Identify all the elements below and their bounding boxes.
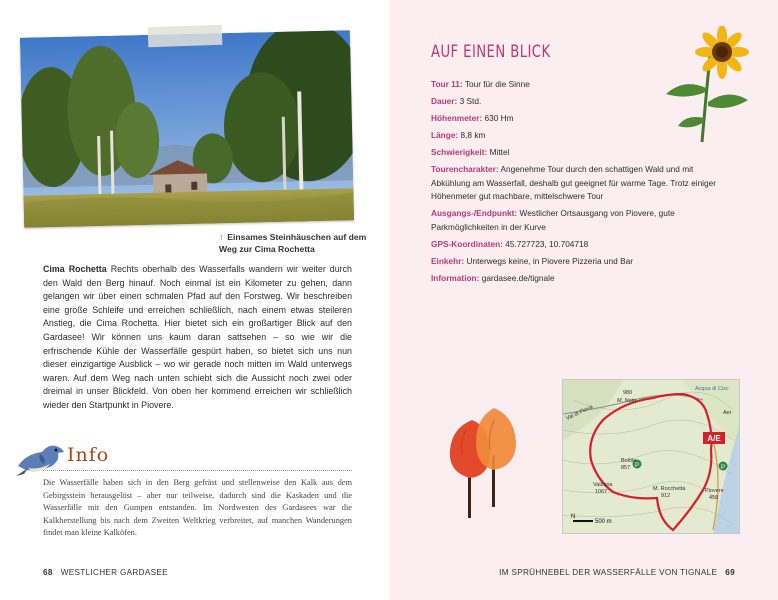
map-label: 458 (709, 495, 719, 501)
map-label: Bolöle (621, 458, 637, 464)
photo-tape (148, 25, 223, 48)
fact-length: Länge: 8,8 km (431, 130, 486, 140)
stone-house-photo (20, 30, 354, 227)
map-label: 912 (661, 493, 671, 499)
fact-tour: Tour 11: Tour für die Sinne (431, 79, 530, 89)
info-divider (43, 470, 352, 471)
map-label: M. Nota (617, 398, 637, 404)
section-title: WESTLICHER GARDASEE (60, 568, 168, 577)
map-label: Aer (723, 410, 732, 416)
fact-gps: GPS-Koordinaten: 45.727723, 10.704718 (431, 238, 589, 249)
body-paragraph (43, 263, 352, 413)
page-heading: AUF EINEN BLICK (431, 42, 551, 62)
map-label: Valzana (593, 482, 613, 488)
map-label: Acqua di Cisc (695, 386, 729, 392)
up-arrow-icon: ↑ (219, 232, 224, 242)
chapter-title: IM SPRÜHNEBEL DER WASSERFÄLLE VON TIGNALE (499, 568, 718, 577)
fact-character: Tourencharakter: Angenehme Tour durch den schattigen Wald und mit Abkühlung am Wasserfall, deshalb gut geeignet für warme Tage. Trotz einiger Höhenmeter gut machbare, mittelschwere Tour (431, 164, 717, 201)
facts-list (431, 78, 731, 289)
fact-refreshment: Einkehr: Unterwegs keine, in Piovere Pizzeria und Bar (431, 255, 633, 266)
start-end-badge: A/E (707, 434, 721, 443)
map-label: 1067 (595, 489, 608, 495)
footer-left (43, 568, 168, 577)
map-label: 857 (621, 465, 631, 471)
footer-right (499, 568, 735, 577)
bird-icon (14, 436, 66, 480)
fact-elevation: Höhenmeter: 630 Hm (431, 113, 514, 123)
info-title: Info (67, 444, 110, 466)
map-label: 980 (623, 390, 633, 396)
parking-marker: P (634, 463, 640, 469)
map-label: Val di Piova (565, 404, 594, 422)
north-arrow-icon: N (571, 514, 576, 520)
fact-information: Information: gardasee.de/tignale (431, 272, 555, 283)
fact-start-end: Ausgangs-/Endpunkt: Westlicher Ortsausgang von Piovere, gute Parkmöglichkeiten in der Kurve (431, 208, 675, 232)
parking-marker: P (720, 465, 726, 471)
fact-duration: Dauer: 3 Std. (431, 96, 482, 106)
page-number-left: 68 (43, 568, 53, 577)
route-map (562, 379, 740, 534)
info-text: Die Wasserfälle haben sich in den Berg gefräst und stellenweise den Kalk aus dem Gebirgsstein herausgelöst – aber nur teilweise, dadurch sind die Kaskaden und die Wasserfälle mit den Gumpen entstanden. Im Nordwesten des Gardasees war die Kalkherstellung bis nach dem Zweiten Weltkrieg verbreitet, auf manchen Wanderungen findet man kleine Kalköfen. (43, 478, 352, 537)
autumn-trees-icon (446, 400, 526, 520)
map-label: Piovere (705, 488, 724, 494)
map-label: M. Rocchetta (653, 486, 686, 492)
paragraph-text: Rechts oberhalb des Wasserfalls wandern wir weiter durch den Wald den Berg hinauf. Noch einmal ist ein Kilometer zu gehen, dann gelangen wir über einen schmalen Pfad auf den Forstweg. Wir beschreiben eine große Schleife und erreichen schließlich, nach einem etwas steileren Anstieg, die Cima Rochetta. Hier bietet sich ein großartiger Blick auf den Gardasee! Wir können uns kaum daran sattsehen – so wie wir die erfrischende Kühle der Wasserfälle gespürt haben, so bietet sich uns nun dieser einzigartige Ausblick – wo wir gerade noch mitten im Wald unterwegs waren. Auf dem Weg nach unten schiebt sich die Aussicht noch zwei oder dreimal in unser Blickfeld. Von oben her kommend erreichen wir schließlich wieder den Startpunkt in Piovere. (43, 264, 352, 410)
map-scale: 500 m (595, 519, 612, 525)
fact-difficulty: Schwierigkeit: Mittel (431, 147, 510, 157)
photo-caption: ↑ Einsames Steinhäuschen auf dem Weg zur Cima Rochetta (219, 232, 367, 254)
paragraph-lead: Cima Rochetta (43, 264, 107, 274)
page-number-right: 69 (725, 568, 735, 577)
